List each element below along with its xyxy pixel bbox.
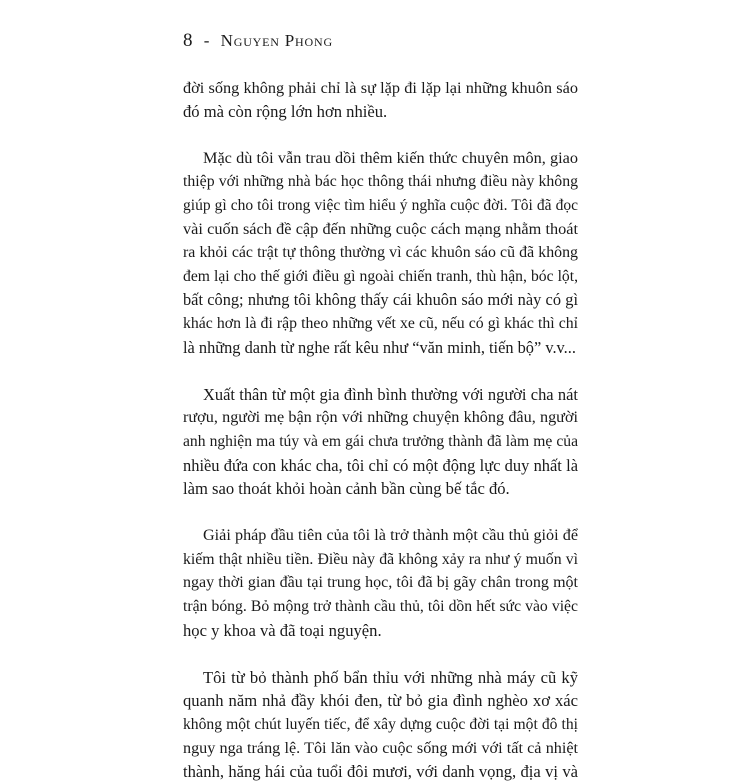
text-line: không một chút luyến tiếc, để xây dựng cuộc đời tại một đô thị bbox=[183, 716, 578, 734]
text-line: là những danh từ nghe rất kêu như “văn minh, tiến bộ” v.v... bbox=[183, 337, 576, 357]
running-header bbox=[183, 30, 333, 52]
text-line: đem lại cho thế giới điều gì ngoài chiến tranh, thù hận, bóc lột, bbox=[183, 267, 578, 285]
text-line: nguy nga tráng lệ. Tôi lăn vào cuộc sống mới với tất cả nhiệt bbox=[183, 739, 578, 757]
text-line: đời sống không phải chỉ là sự lặp đi lặp lại những khuôn sáo bbox=[183, 78, 578, 97]
text-line: giúp gì cho tôi trong việc tìm hiểu ý nghĩa cuộc đời. Tôi đã đọc bbox=[183, 196, 578, 214]
paragraph-1 bbox=[183, 76, 578, 123]
text-line: bất công; nhưng tôi không thấy cái khuôn sáo mới này có gì bbox=[183, 290, 578, 310]
paragraph-3 bbox=[183, 383, 578, 501]
author-name: Nguyen Phong bbox=[220, 31, 333, 50]
text-line: thành, hăng hái của tuổi đôi mươi, với danh vọng, địa vị và bbox=[183, 762, 578, 782]
text-line: thiệp với những nhà bác học thông thái nhưng điều này không bbox=[183, 173, 578, 191]
text-line: nhiều đứa con khác cha, tôi chỉ có một động lực duy nhất là bbox=[183, 455, 578, 475]
paragraph-5 bbox=[183, 666, 578, 784]
paragraph-2 bbox=[183, 147, 578, 359]
text-line: quanh năm nhả đầy khói đen, từ bỏ gia đình nghèo xơ xác bbox=[183, 691, 578, 711]
text-line: khác hơn là đi rập theo những vết xe cũ, nếu có gì khác thì chỉ bbox=[183, 314, 578, 332]
text-line: kiếm thật nhiều tiền. Điều này đã không xảy ra như ý muốn vì bbox=[183, 550, 578, 568]
text-line: ngay thời gian đầu tại trung học, tôi đã bị gãy chân trong một bbox=[183, 574, 578, 592]
header-separator: - bbox=[203, 31, 210, 50]
text-line: Tôi từ bỏ thành phố bẩn thỉu với những nhà máy cũ kỹ bbox=[203, 667, 578, 687]
text-line: làm sao thoát khỏi hoàn cảnh bần cùng bế tắc đó. bbox=[183, 479, 510, 499]
text-line: anh nghiện ma túy và em gái chưa trưởng thành đã làm mẹ của bbox=[183, 432, 578, 450]
text-line: đó mà còn rộng lớn hơn nhiều. bbox=[183, 101, 388, 121]
text-line: Mặc dù tôi vẫn trau dồi thêm kiến thức chuyên môn, giao bbox=[203, 148, 578, 167]
text-line: rượu, người mẹ bận rộn với những chuyện không đâu, người bbox=[183, 408, 578, 427]
paragraph-4 bbox=[183, 524, 578, 642]
text-line: học y khoa và đã toại nguyện. bbox=[183, 620, 382, 640]
text-line: trận bóng. Bỏ mộng trở thành cầu thủ, tôi dồn hết sức vào việc bbox=[183, 598, 578, 616]
body-text bbox=[183, 76, 578, 784]
text-line: Xuất thân từ một gia đình bình thường với người cha nát bbox=[203, 384, 578, 404]
text-line: vài cuốn sách đề cập đến những cuộc cách mạng nhằm thoát bbox=[183, 219, 578, 238]
page-number: 8 bbox=[183, 30, 193, 51]
text-line: Giải pháp đầu tiên của tôi là trở thành một cầu thủ giỏi để bbox=[203, 527, 578, 545]
text-line: ra khỏi các trật tự thông thường vì các khuôn sáo cũ đã không bbox=[183, 244, 578, 262]
